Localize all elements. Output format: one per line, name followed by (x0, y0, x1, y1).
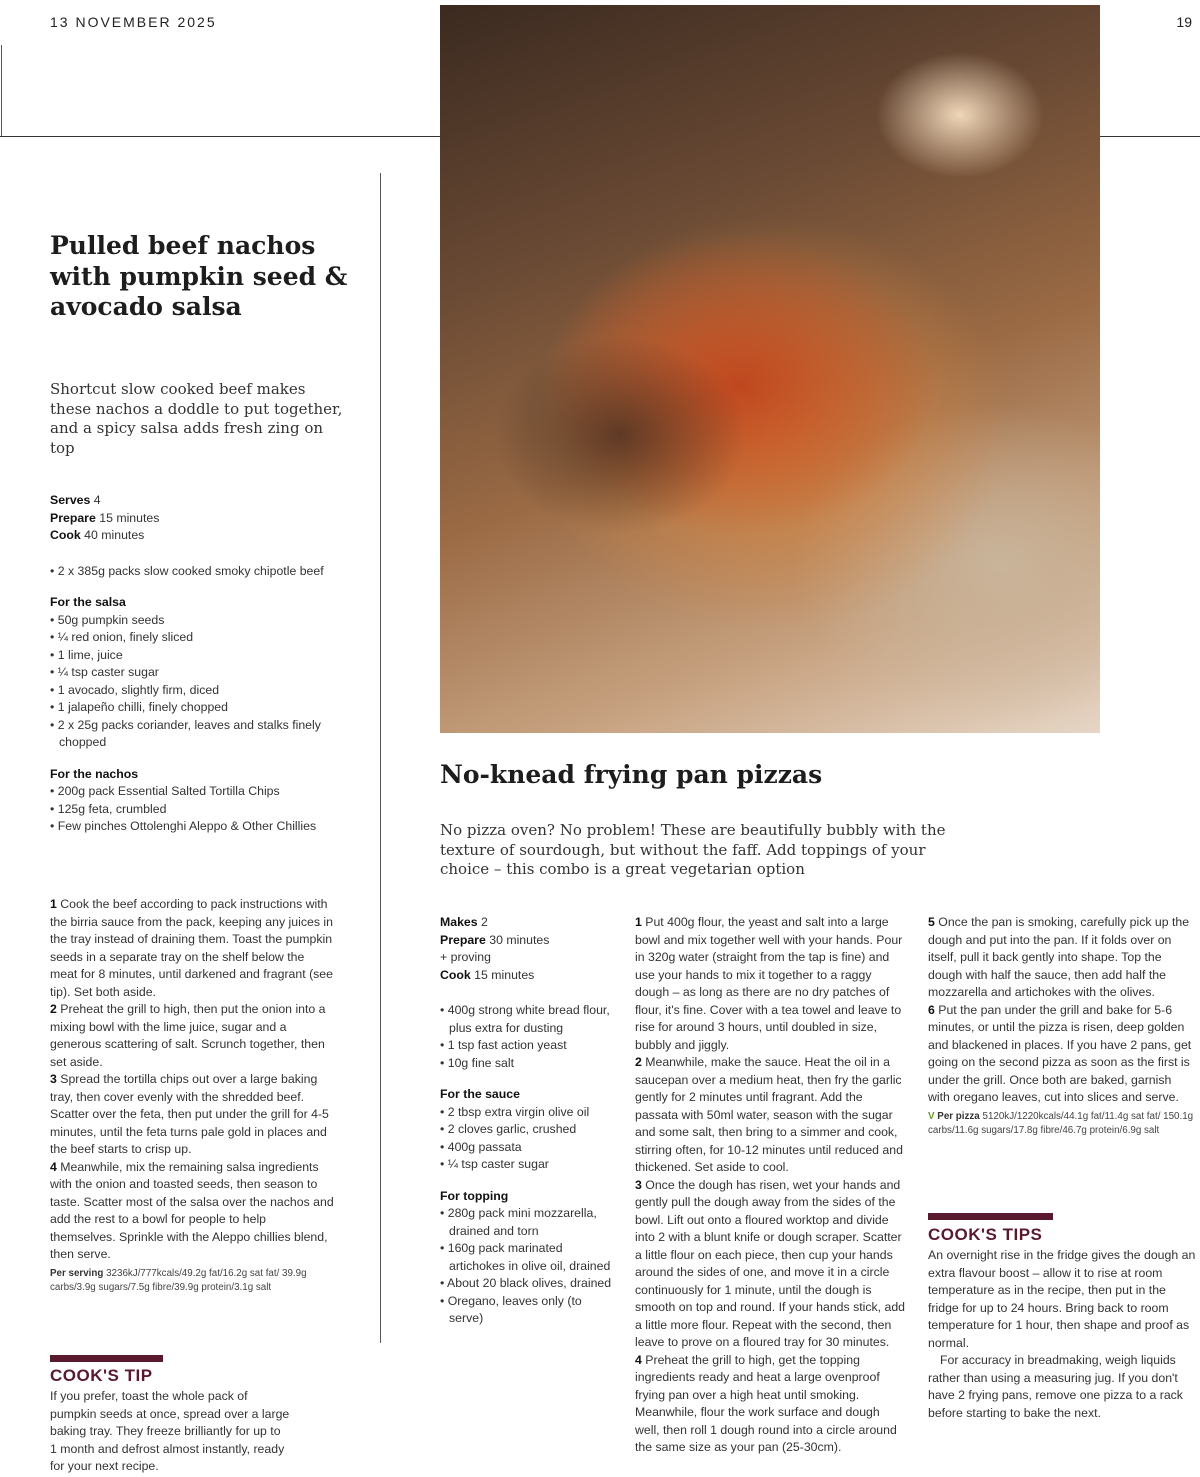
ingredient-group-heading: For the sauce (440, 1087, 520, 1101)
tip-paragraph: For accuracy in breadmaking, weigh liquids rather than using a measuring jug. If you don't have 2 frying pans, remove one pizza to a rack before starting to bake the next. (928, 1353, 1183, 1420)
nutrition-info: Per serving 3236kJ/777kcals/49.2g fat/16.2g sat fat/ 39.9g carbs/3.9g sugars/7.5g fibre/39.9g protein/3.1g salt (50, 1267, 307, 1293)
ingredient: • 10g fine salt (440, 1055, 615, 1073)
recipe-title: Pulled beef nachos with pumpkin seed & avocado salsa (50, 231, 348, 321)
ingredient: • ¼ red onion, finely sliced (50, 629, 330, 647)
meta-cook: Cook 15 minutes (440, 967, 535, 982)
cooks-tips-heading: COOK'S TIPS (928, 1225, 1043, 1244)
ingredient: • Few pinches Ottolenghi Aleppo & Other Chillies (50, 818, 330, 836)
ingredient: • 2 cloves garlic, crushed (440, 1121, 615, 1139)
meta-serves: Serves 4 (50, 493, 101, 507)
ingredient-group-heading: For topping (440, 1188, 509, 1203)
meta-cook: Cook 40 minutes (50, 528, 145, 542)
tip-accent-bar (928, 1213, 1053, 1220)
recipe1-method (50, 896, 335, 1295)
ingredient-list (50, 783, 330, 836)
recipe-meta (440, 914, 615, 984)
ingredient: • 125g feta, crumbled (50, 801, 330, 819)
tip-accent-bar (50, 1355, 163, 1362)
meta-prepare: Prepare 30 minutes (440, 932, 550, 947)
method-step: 4 Meanwhile, mix the remaining salsa ingredients with the onion and toasted seeds, then season to taste. Scatter most of the salsa over the nachos and add the rest to a bowl for people to help themselves. Sprinkle with the Aleppo chillies blend, then serve. (50, 1159, 334, 1261)
recipe2-ingredients (440, 914, 615, 1328)
cooks-tips-text (928, 1247, 1196, 1422)
ingredient-list (440, 1104, 615, 1174)
ingredient-list (440, 1002, 615, 1072)
method-step: 3 Once the dough has risen, wet your hands and gently pull the dough away from the sides of the bowl. Lift out onto a floured worktop and divide into 2 with a blunt knife or dough scraper. Scatter a little flour on each piece, then cup your hands around the sides of one, and move it in a circle continuously for 1 minute, until the dough is smooth on top and round. If your hands stick, add a little more flour. Repeat with the second, then leave to prove on a floured tray for 30 minutes. (635, 1177, 906, 1349)
meta-makes: Makes 2 (440, 915, 488, 929)
ingredient: • About 20 black olives, drained (440, 1275, 615, 1293)
ingredient: • 2 x 385g packs slow cooked smoky chipotle beef (50, 563, 330, 581)
divider (1, 45, 2, 137)
tip-paragraph: An overnight rise in the fridge gives the dough an extra flavour boost – allow it to rise at room temperature as in the recipe, then put in the fridge for up to 24 hours. Bring back to room temperature for 1 hour, then shape and proof as normal. (928, 1248, 1196, 1350)
ingredient: • 2 tbsp extra virgin olive oil (440, 1104, 615, 1122)
method-step: 2 Meanwhile, make the sauce. Heat the oil in a saucepan over a medium heat, then fry the garlic gently for 2 minutes until fragrant. Add the passata with 50ml water, season with the sugar and some salt, then bring to a simmer and cook, stirring often, for 10-12 minutes until reduced and thickened. Set aside to cool. (635, 1055, 903, 1174)
ingredient: • Oregano, leaves only (to serve) (440, 1293, 615, 1328)
meta-proving: + proving (440, 950, 491, 964)
method-step: 3 Spread the tortilla chips out over a large baking tray, then cover evenly with the shredded beef. Scatter over the feta, then put under the grill for 4-5 minutes, until the feta turns pale gold in places and the beef starts to crisp up. (50, 1072, 329, 1156)
method-step: 5 Once the pan is smoking, carefully pick up the dough and put into the pan. If it folds over on itself, pull it back gently into shape. Top the dough with half the sauce, then add half the mozzarella and artichokes with the olives. (928, 915, 1190, 999)
ingredient: • 400g passata (440, 1139, 615, 1157)
recipe-intro: No pizza oven? No problem! These are beautifully bubbly with the texture of sourdough, but without the faff. Add toppings of your choice – this combo is a great vegetarian option (440, 821, 946, 878)
divider (1100, 136, 1200, 137)
recipe2-method-col1 (635, 914, 907, 1457)
meta-prepare: Prepare 15 minutes (50, 510, 160, 525)
ingredient: • 400g strong white bread flour, plus extra for dusting (440, 1002, 615, 1037)
ingredient-group-heading: For the salsa (50, 595, 126, 609)
vegetarian-icon: V (928, 1110, 935, 1122)
recipe-title: No-knead frying pan pizzas (440, 760, 823, 789)
ingredient: • 280g pack mini mozzarella, drained and torn (440, 1205, 615, 1240)
ingredient: • 1 lime, juice (50, 647, 330, 665)
column-divider (380, 173, 381, 1343)
recipe-intro: Shortcut slow cooked beef makes these nachos a doddle to put together, and a spicy salsa adds fresh zing on top (50, 380, 343, 457)
recipe-meta (50, 492, 330, 545)
cooks-tip-text: If you prefer, toast the whole pack of pumpkin seeds at once, spread over a large baking tray. They freeze brilliantly for up to 1 month and defrost almost instantly, ready for your next recipe. (50, 1389, 290, 1473)
issue-date: 13 NOVEMBER 2025 (50, 14, 217, 30)
method-step: 6 Put the pan under the grill and bake for 5-6 minutes, or until the pizza is risen, deep golden and blackened in places. If you have 2 pans, get going on the second pizza as soon as the first is under the grill. Once both are baked, garnish with oregano leaves, cut into slices and serve. (928, 1002, 1192, 1104)
ingredient: • ¼ tsp caster sugar (50, 664, 330, 682)
ingredient: • 1 jalapeño chilli, finely chopped (50, 699, 330, 717)
ingredient-list (440, 1205, 615, 1328)
ingredient: • ¼ tsp caster sugar (440, 1156, 615, 1174)
divider (0, 136, 440, 137)
method-step: 4 Preheat the grill to high, get the topping ingredients ready and heat a large ovenproof frying pan over a high heat until smoking. Meanwhile, flour the work surface and dough well, then roll 1 dough round into a circle around the same size as your pan (25-30cm). (635, 1352, 897, 1454)
method-step: 2 Preheat the grill to high, then put the onion into a mixing bowl with the lime juice, sugar and a generous scattering of salt. Scrunch together, then set aside. (50, 1002, 326, 1069)
ingredient: • 50g pumpkin seeds (50, 612, 330, 630)
ingredient: • 1 avocado, slightly firm, diced (50, 682, 330, 700)
page-number: 19 (1176, 14, 1192, 30)
ingredient-list (50, 563, 330, 581)
pizza-photo (440, 5, 1100, 733)
ingredient-list (50, 612, 330, 752)
ingredient-group-heading: For the nachos (50, 766, 139, 781)
ingredient: • 200g pack Essential Salted Tortilla Chips (50, 783, 330, 801)
recipe2-method-col2 (928, 914, 1196, 1138)
ingredient: • 1 tsp fast action yeast (440, 1037, 615, 1055)
cooks-tip-heading: COOK'S TIP (50, 1366, 153, 1385)
recipe1-ingredients (50, 492, 330, 836)
ingredient: • 2 x 25g packs coriander, leaves and stalks finely chopped (50, 717, 330, 752)
ingredient: • 160g pack marinated artichokes in olive oil, drained (440, 1240, 615, 1275)
nutrition-info: V Per pizza 5120kJ/1220kcals/44.1g fat/11.4g sat fat/ 150.1g carbs/11.6g sugars/17.8g fibre/46.7g protein/6.9g salt (928, 1110, 1194, 1136)
method-step: 1 Cook the beef according to pack instructions with the birria sauce from the pack, keeping any juices in the tray instead of draining them. Toast the pumpkin seeds in a separate tray on the shelf below the meat for 8 minutes, until darkened and fragrant (see tip). Set both aside. (50, 897, 333, 999)
method-step: 1 Put 400g flour, the yeast and salt into a large bowl and mix together well with your hands. Pour in 320g water (straight from the tap is fine) and use your hands to mix it together to a raggy dough – as long as there are no dry patches of flour, it's fine. Cover with a tea towel and leave to rise for around 3 hours, until doubled in size, bubbly and jiggly. (635, 915, 903, 1052)
